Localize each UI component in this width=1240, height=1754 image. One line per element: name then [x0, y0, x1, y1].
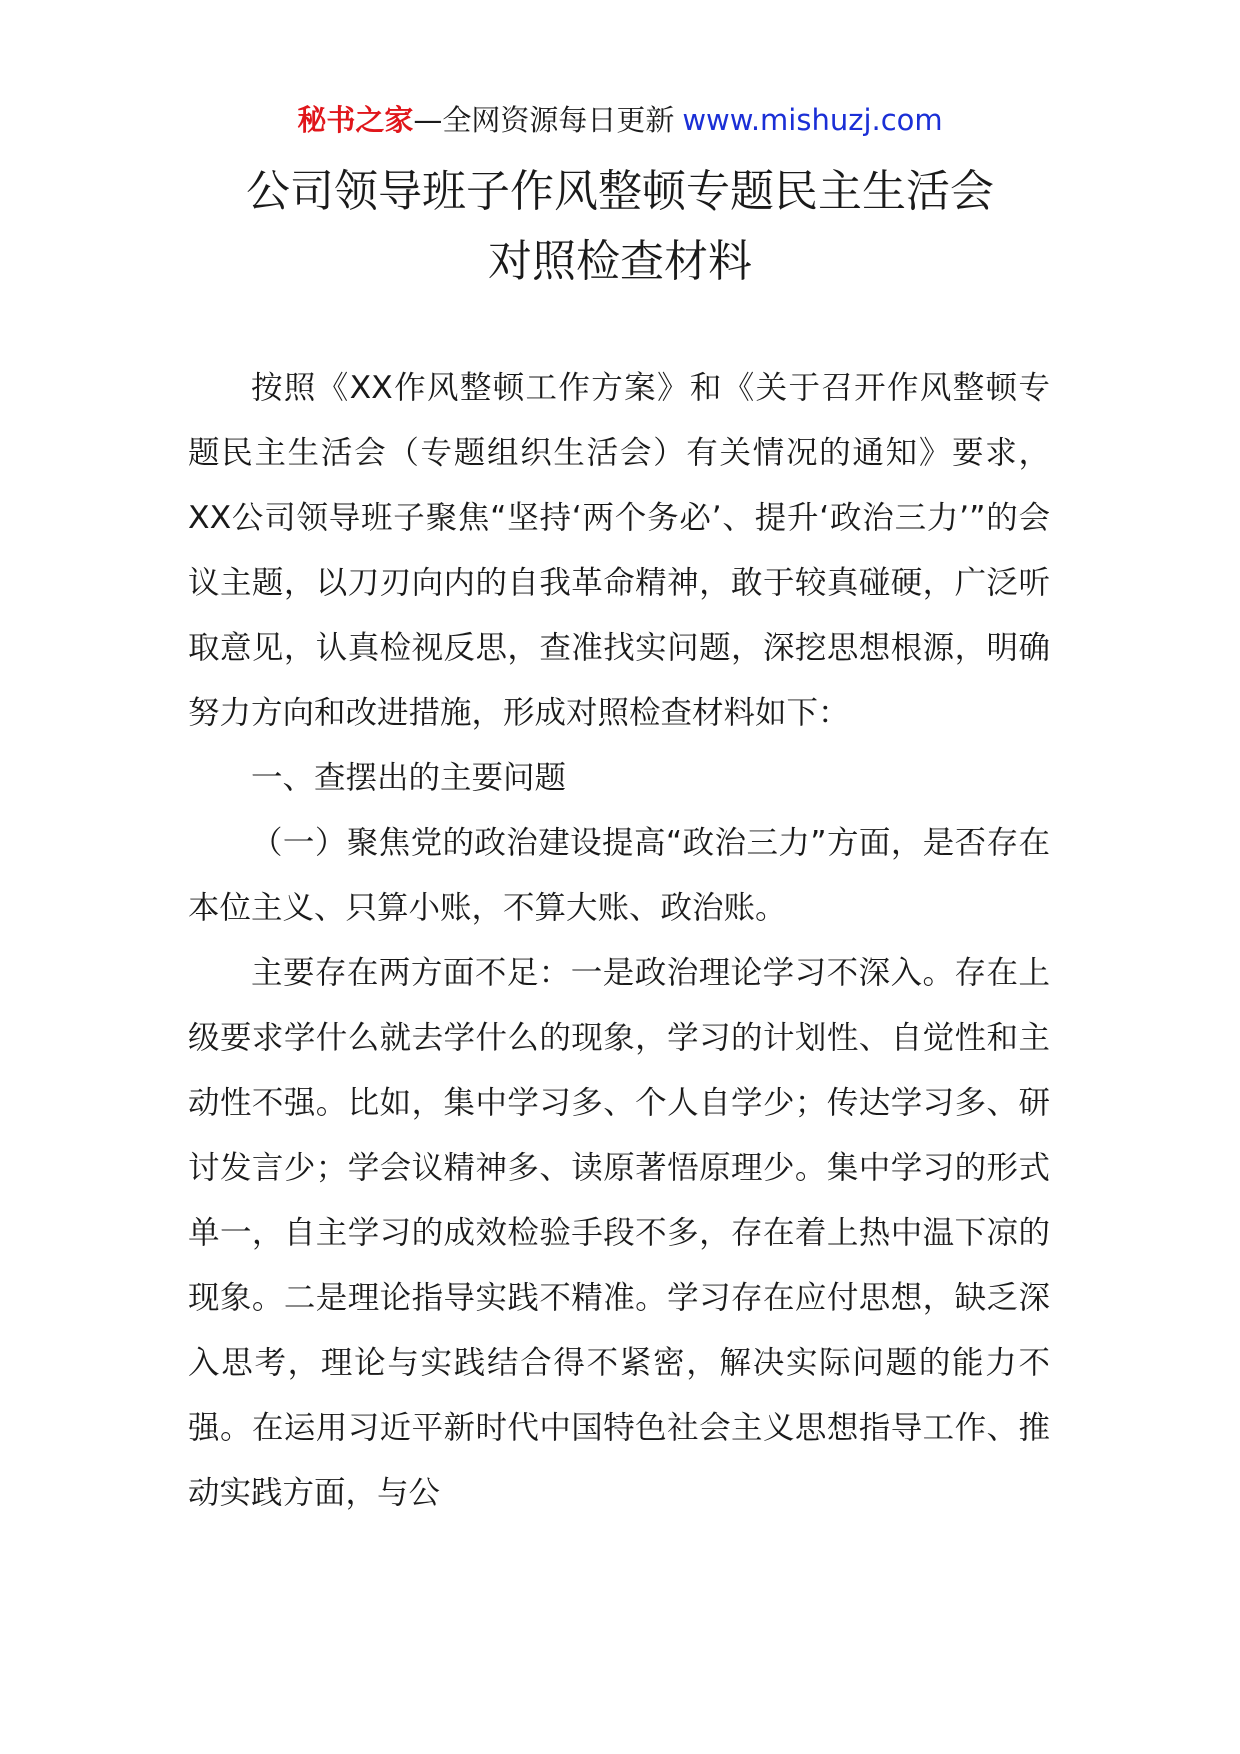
- paragraph-intro: 按照《XX作风整顿工作方案》和《关于召开作风整顿专题民主生活会（专题组织生活会）有关情况的通知》要求，XX公司领导班子聚焦“坚持‘两个务必’、提升‘政治三力’”的会议主题，以刀刃向内的自我革命精神，敢于较真碰硬，广泛听取意见，认真检视反思，查准找实问题，深挖思想根源，明确努力方向和改进措施，形成对照检查材料如下：: [188, 370, 1050, 731]
- subsection-heading: （一）聚焦党的政治建设提高“政治三力”方面，是否存在本位主义、只算小账，不算大账、政治账。: [188, 825, 1050, 926]
- site-url-link[interactable]: www.mishuzj.com: [682, 103, 943, 137]
- document-body: [188, 356, 1050, 1526]
- document-title-line-1: 公司领导班子作风整顿专题民主生活会: [246, 166, 994, 217]
- header-tagline: —全网资源每日更新: [413, 103, 675, 137]
- watermark-header: [0, 100, 1240, 140]
- brand-name: 秘书之家: [297, 103, 414, 137]
- paragraph-main-issues: 主要存在两方面不足：一是政治理论学习不深入。存在上级要求学什么就去学什么的现象，学习的计划性、自觉性和主动性不强。比如，集中学习多、个人自学少；传达学习多、研讨发言少；学会议精神多、读原著悟原理少。集中学习的形式单一，自主学习的成效检验手段不多，存在着上热中温下凉的现象。二是理论指导实践不精准。学习存在应付思想，缺乏深入思考，理论与实践结合得不紧密，解决实际问题的能力不强。在运用习近平新时代中国特色社会主义思想指导工作、推动实践方面，与公: [188, 955, 1050, 1511]
- document-title-line-2: 对照检查材料: [488, 236, 752, 287]
- section-heading: 一、查摆出的主要问题: [251, 760, 567, 796]
